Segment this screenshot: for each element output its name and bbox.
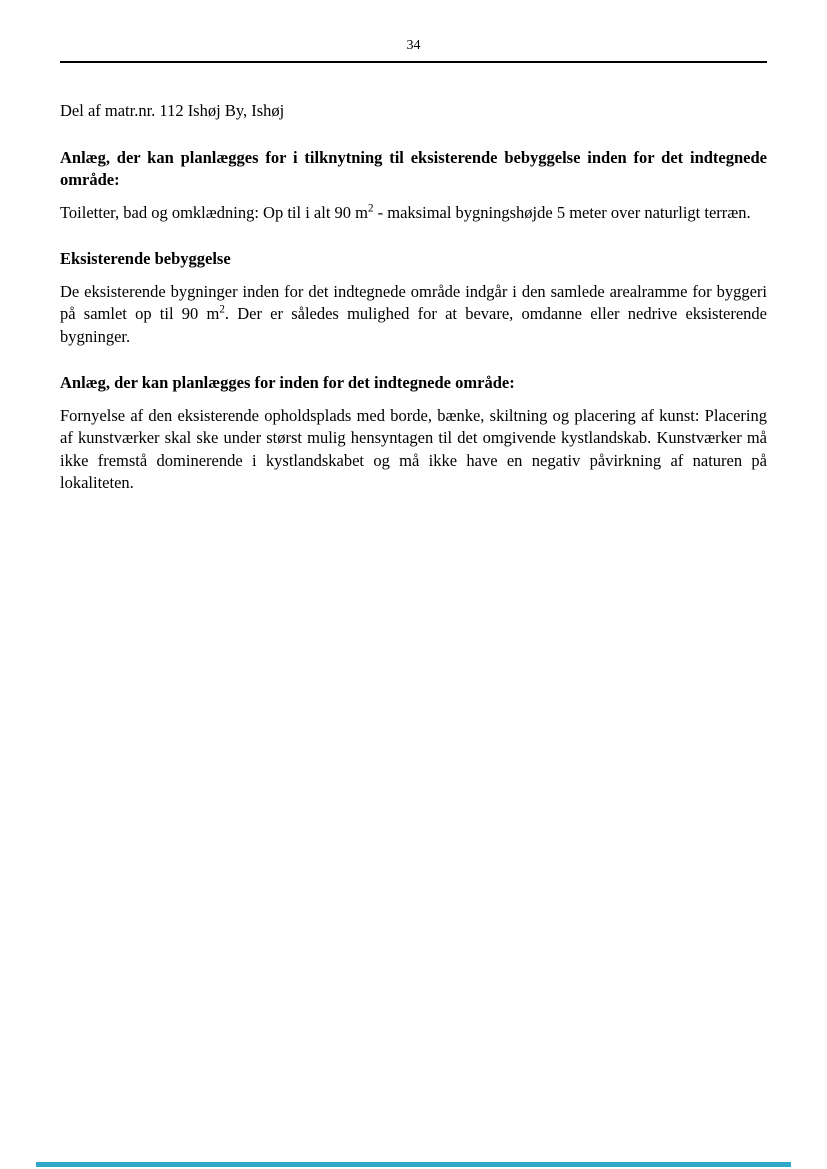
address-line: Del af matr.nr. 112 Ishøj By, Ishøj <box>60 101 285 120</box>
page-number: 34 <box>406 38 421 53</box>
paragraph-fornyelse: Fornyelse af den eksisterende opholdsplads med borde, bænke, skiltning og placering af kunst: Placering af kunstværker skal ske under størst mulig hensyntagen til det omgivende kystlandskab. Kunstværker må ikke fremstå dominerende i kystlandskabet og må ikke have en negativ påvirkning af naturen på lokaliteten. <box>60 405 767 492</box>
page-content <box>60 63 767 495</box>
heading-anlaeg-tilknytning: Anlæg, der kan planlægges for i tilknytning til eksisterende bebyggelse inden for det indtegnede område: <box>60 147 767 189</box>
page-header <box>60 0 767 63</box>
heading-eksisterende-bebyggelse: Eksisterende bebyggelse <box>60 249 231 268</box>
footer-accent-bar <box>36 1162 791 1167</box>
paragraph-toiletter <box>60 202 767 225</box>
paragraph-bygninger-text: De eksisterende bygninger inden for det indtegnede område indgår i den samlede arealramme for byggeri på samlet op til 90 m <box>60 281 767 323</box>
superscript-square-meter: 2 <box>219 303 225 316</box>
paragraph-bygninger <box>60 281 767 349</box>
heading-anlaeg-indtegnede: Anlæg, der kan planlægges for inden for det indtegnede område: <box>60 373 515 392</box>
superscript-square-meter: 2 <box>368 202 374 214</box>
paragraph-toiletter-text-cont: - maksimal bygningshøjde 5 meter over naturligt terræn. <box>373 202 751 222</box>
paragraph-toiletter-text: Toiletter, bad og omklædning: Op til i alt 90 m <box>60 202 368 222</box>
paragraph-bygninger-text-cont: . Der er således mulighed for at bevare, omdanne eller nedrive eksisterende bygninger. <box>60 304 767 346</box>
